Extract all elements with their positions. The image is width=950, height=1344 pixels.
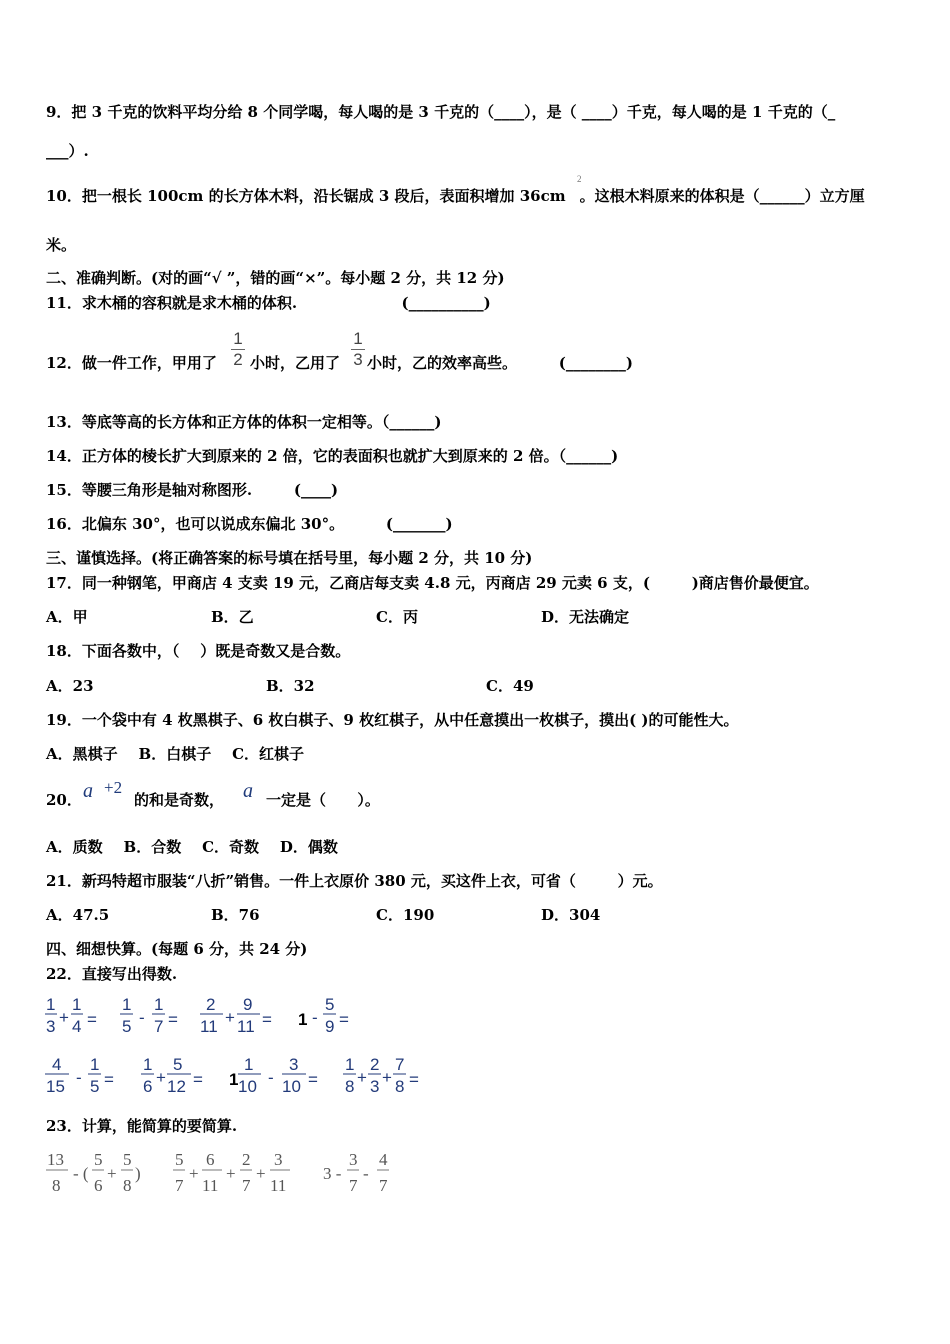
section-2-heading: 二、准确判断。(对的画“√ ”，错的画“×”。每小题 2 分，共 12 分) bbox=[46, 269, 505, 287]
svg-text:3: 3 bbox=[46, 1017, 56, 1036]
svg-text:6: 6 bbox=[94, 1176, 103, 1195]
svg-text:9: 9 bbox=[243, 995, 253, 1014]
svg-text:1: 1 bbox=[345, 1055, 355, 1074]
svg-text:-: - bbox=[312, 1008, 318, 1027]
svg-text:-: - bbox=[268, 1068, 274, 1087]
q17-option-d: D．无法确定 bbox=[541, 608, 630, 626]
svg-text:5: 5 bbox=[123, 1150, 132, 1169]
svg-text:3: 3 bbox=[349, 1150, 358, 1169]
svg-text:13: 13 bbox=[47, 1150, 64, 1169]
svg-text:4: 4 bbox=[379, 1150, 388, 1169]
svg-text:2: 2 bbox=[370, 1055, 380, 1074]
q23-expressions bbox=[40, 1146, 420, 1202]
q10-line2: 米。 bbox=[46, 236, 77, 254]
svg-text:8: 8 bbox=[395, 1077, 405, 1096]
q20-number: 20． bbox=[46, 791, 82, 809]
svg-text:-: - bbox=[76, 1068, 82, 1087]
svg-text:=: = bbox=[104, 1070, 114, 1089]
svg-text:11: 11 bbox=[200, 1017, 218, 1036]
svg-text:- (: - ( bbox=[73, 1164, 89, 1183]
svg-text:4: 4 bbox=[52, 1055, 62, 1074]
svg-text:5: 5 bbox=[90, 1077, 100, 1096]
svg-text:1: 1 bbox=[143, 1055, 153, 1074]
q12-f1-num: 1 bbox=[233, 329, 243, 348]
svg-text:=: = bbox=[262, 1010, 272, 1029]
svg-text:4: 4 bbox=[72, 1017, 82, 1036]
svg-text:7: 7 bbox=[395, 1055, 405, 1074]
q17-option-b: B．乙 bbox=[211, 608, 254, 626]
q21-option-c: C．190 bbox=[376, 906, 435, 924]
q18-option-c: C．49 bbox=[486, 677, 534, 695]
svg-text:11: 11 bbox=[270, 1176, 287, 1195]
svg-text:1: 1 bbox=[154, 995, 164, 1014]
q12-text-c: 小时，乙的效率高些。 (________) bbox=[367, 354, 633, 372]
svg-text:1: 1 bbox=[122, 995, 132, 1014]
svg-text:=: = bbox=[193, 1070, 203, 1089]
svg-text:7: 7 bbox=[154, 1017, 164, 1036]
q21-option-a: A．47.5 bbox=[46, 906, 110, 924]
svg-text:7: 7 bbox=[379, 1176, 388, 1195]
q14: 14．正方体的棱长扩大到原来的 2 倍，它的表面积也就扩大到原来的 2 倍。（______) bbox=[46, 447, 619, 465]
q18-stem: 18．下面各数中，（ ）既是奇数又是合数。 bbox=[46, 642, 351, 660]
q20-var-a: a bbox=[83, 780, 93, 802]
svg-text:+: + bbox=[226, 1164, 236, 1183]
q20-options: A．质数 B．合数 C．奇数 D．偶数 bbox=[46, 838, 338, 856]
svg-text:+: + bbox=[59, 1008, 69, 1027]
q10-text-a: 10．把一根长 100cm 的长方体木料，沿长锯成 3 段后，表面积增加 36cm bbox=[46, 187, 566, 205]
svg-text:1: 1 bbox=[244, 1055, 254, 1074]
svg-text:3: 3 bbox=[370, 1077, 380, 1096]
q17-option-a: A．甲 bbox=[46, 608, 88, 626]
q10-line1 bbox=[46, 186, 865, 206]
svg-text:1: 1 bbox=[229, 1070, 239, 1089]
svg-text:1: 1 bbox=[72, 995, 82, 1014]
q20-plus-two: +2 bbox=[104, 778, 123, 797]
svg-text:5: 5 bbox=[325, 995, 335, 1014]
q10-superscript: 2 bbox=[577, 174, 582, 184]
svg-text:2: 2 bbox=[206, 995, 216, 1014]
svg-text:=: = bbox=[308, 1070, 318, 1089]
svg-text:+: + bbox=[357, 1068, 367, 1087]
q18-option-b: B．32 bbox=[266, 677, 315, 695]
q20-text-end: 一定是（ ）。 bbox=[266, 791, 380, 809]
svg-text:5: 5 bbox=[173, 1055, 183, 1074]
q12-text-b: 小时，乙用了 bbox=[250, 354, 341, 372]
svg-text:11: 11 bbox=[202, 1176, 219, 1195]
svg-text:=: = bbox=[339, 1010, 349, 1029]
svg-text:2: 2 bbox=[242, 1150, 251, 1169]
q19-stem: 19．一个袋中有 4 枚黑棋子、6 枚白棋子、9 枚红棋子，从中任意摸出一枚棋子，摸出( )的可能性大。 bbox=[46, 711, 739, 729]
q13: 13．等底等高的长方体和正方体的体积一定相等。（______) bbox=[46, 413, 442, 431]
svg-text:10: 10 bbox=[238, 1077, 257, 1096]
q22-expressions bbox=[40, 992, 440, 1102]
q12-f2-den: 3 bbox=[353, 350, 363, 369]
svg-text:+: + bbox=[225, 1008, 235, 1027]
q12-f2-num: 1 bbox=[353, 329, 363, 348]
svg-text:5: 5 bbox=[175, 1150, 184, 1169]
q12-f1-den: 2 bbox=[233, 350, 243, 369]
svg-text:8: 8 bbox=[345, 1077, 355, 1096]
svg-text:7: 7 bbox=[242, 1176, 251, 1195]
q18-option-a: A．23 bbox=[46, 677, 94, 695]
q12-fraction-2 bbox=[351, 330, 365, 369]
svg-text:=: = bbox=[168, 1010, 178, 1029]
q11: 11．求木桶的容积就是求木桶的体积. (__________) bbox=[46, 294, 491, 312]
q23-stem: 23．计算，能简算的要简算. bbox=[46, 1117, 238, 1135]
section-3-heading: 三、谨慎选择。(将正确答案的标号填在括号里，每小题 2 分，共 10 分) bbox=[46, 549, 533, 567]
svg-text:-: - bbox=[363, 1164, 369, 1183]
svg-text:+: + bbox=[256, 1164, 266, 1183]
svg-text:5: 5 bbox=[122, 1017, 132, 1036]
q10-text-b: 。这根木料原来的体积是（______）立方厘 bbox=[579, 187, 865, 205]
svg-text:1: 1 bbox=[298, 1010, 308, 1029]
q20-text-mid: 的和是奇数， bbox=[134, 791, 225, 809]
section-4-heading: 四、细想快算。(每题 6 分，共 24 分) bbox=[46, 940, 308, 958]
svg-text:6: 6 bbox=[143, 1077, 153, 1096]
svg-text:3: 3 bbox=[289, 1055, 299, 1074]
svg-text:3: 3 bbox=[274, 1150, 283, 1169]
svg-text:+: + bbox=[156, 1068, 166, 1087]
svg-text:12: 12 bbox=[167, 1077, 186, 1096]
svg-text:15: 15 bbox=[46, 1077, 65, 1096]
q15: 15．等腰三角形是轴对称图形. (____) bbox=[46, 481, 339, 499]
svg-text:): ) bbox=[135, 1164, 141, 1183]
svg-text:=: = bbox=[87, 1010, 97, 1029]
svg-text:1: 1 bbox=[46, 995, 56, 1014]
q21-option-b: B．76 bbox=[211, 906, 260, 924]
q20-var-a-2: a bbox=[243, 780, 253, 802]
svg-text:+: + bbox=[189, 1164, 199, 1183]
q17-stem: 17．同一种钢笔，甲商店 4 支卖 19 元，乙商店每支卖 4.8 元，丙商店 29 元卖 6 支，( )商店售价最便宜。 bbox=[46, 574, 819, 592]
svg-text:=: = bbox=[409, 1070, 419, 1089]
svg-text:1: 1 bbox=[90, 1055, 100, 1074]
svg-text:+: + bbox=[382, 1068, 392, 1087]
q12-fraction-1 bbox=[231, 330, 245, 369]
q19-options: A．黑棋子 B．白棋子 C．红棋子 bbox=[46, 745, 305, 763]
svg-text:10: 10 bbox=[282, 1077, 301, 1096]
svg-text:7: 7 bbox=[349, 1176, 358, 1195]
q9-line2: ___）. bbox=[46, 142, 89, 160]
svg-text:-: - bbox=[139, 1008, 145, 1027]
q9-line1: 9．把 3 千克的饮料平均分给 8 个同学喝，每人喝的是 3 千克的（____），是（ ____）千克，每人喝的是 1 千克的（_ bbox=[46, 103, 836, 121]
svg-text:5: 5 bbox=[94, 1150, 103, 1169]
q21-stem: 21．新玛特超市服装“八折”销售。一件上衣原价 380 元，买这件上衣，可省（ ）元。 bbox=[46, 872, 663, 890]
q12-text-a: 12．做一件工作，甲用了 bbox=[46, 354, 217, 372]
svg-text:6: 6 bbox=[206, 1150, 215, 1169]
svg-text:7: 7 bbox=[175, 1176, 184, 1195]
svg-text:+: + bbox=[107, 1164, 117, 1183]
q22-stem: 22．直接写出得数. bbox=[46, 965, 178, 983]
q17-option-c: C．丙 bbox=[376, 608, 418, 626]
svg-text:3 -: 3 - bbox=[323, 1164, 342, 1183]
q21-option-d: D．304 bbox=[541, 906, 601, 924]
svg-text:8: 8 bbox=[52, 1176, 61, 1195]
svg-text:11: 11 bbox=[237, 1017, 255, 1036]
q16: 16．北偏东 30°，也可以说成东偏北 30°。 (_______) bbox=[46, 515, 453, 533]
svg-text:8: 8 bbox=[123, 1176, 132, 1195]
svg-text:9: 9 bbox=[325, 1017, 335, 1036]
